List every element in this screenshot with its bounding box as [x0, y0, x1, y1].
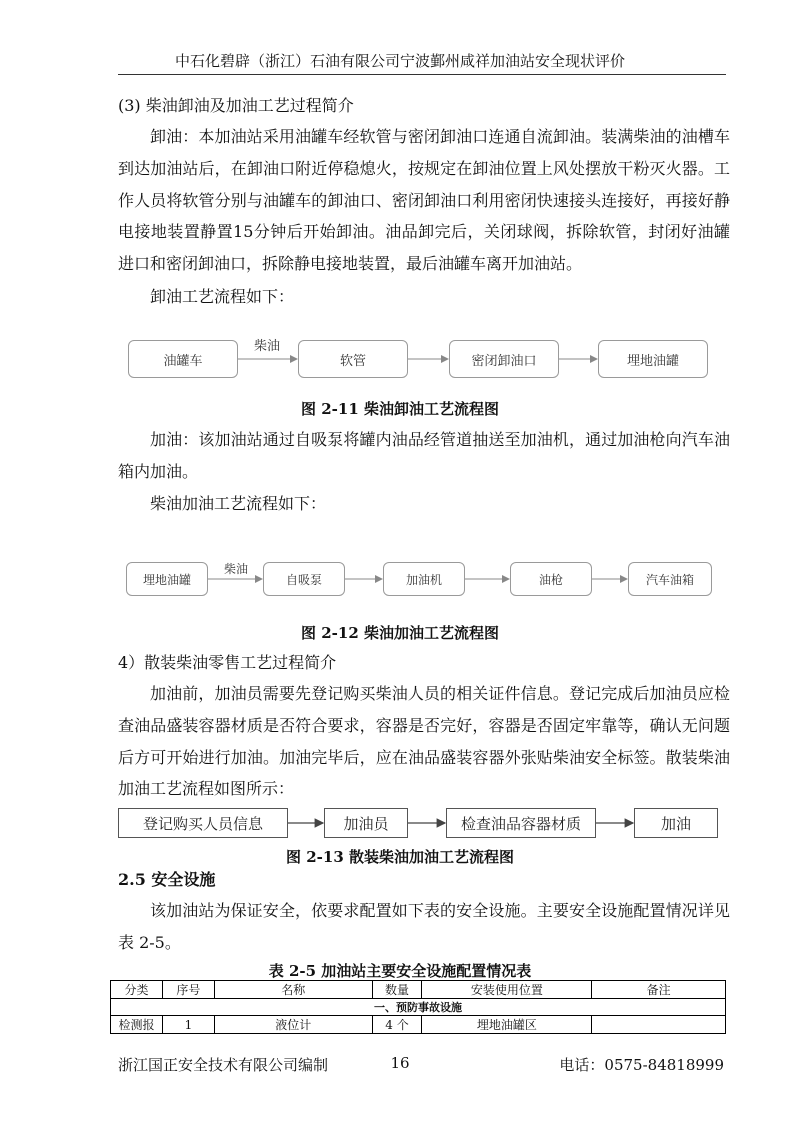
node-fuel-dispenser: 加油机: [383, 562, 465, 596]
node-check-container: 检查油品容器材质: [446, 808, 596, 838]
edge-label-diesel: 柴油: [254, 339, 281, 354]
node-self-priming-pump: 自吸泵: [263, 562, 345, 596]
cell-serial: 1: [162, 1016, 214, 1034]
unload-flow-intro: 卸油工艺流程如下：: [150, 287, 295, 306]
figure-2-11-caption: 图 2-11 柴油卸油工艺流程图: [301, 400, 499, 418]
figure-2-12-caption: 图 2-12 柴油加油工艺流程图: [301, 624, 499, 642]
col-header-location: 安装使用位置: [422, 981, 592, 999]
node-oil-truck: 油罐车: [128, 340, 238, 378]
col-header-remarks: 备注: [592, 981, 726, 999]
node-attendant: 加油员: [324, 808, 408, 838]
table-2-5-caption: 表 2-5 加油站主要安全设施配置情况表: [268, 962, 532, 980]
col-header-name: 名称: [214, 981, 372, 999]
node-hose: 软管: [298, 340, 408, 378]
page-number: 16: [390, 1054, 410, 1072]
refuel-paragraph: 加油：该加油站通过自吸泵将罐内油品经管道抽送至加油机，通过加油枪向汽车油箱内加油。: [118, 430, 730, 481]
node-underground-tank: 埋地油罐: [126, 562, 208, 596]
page-header-title: 中石化碧辟（浙江）石油有限公司宁波鄞州咸祥加油站安全现状评价: [174, 52, 625, 70]
col-header-serial: 序号: [162, 981, 214, 999]
col-header-quantity: 数量: [372, 981, 422, 999]
edge-label-diesel: 柴油: [224, 562, 249, 576]
footer-company: 浙江国正安全技术有限公司编制: [118, 1056, 329, 1074]
node-refuel: 加油: [634, 808, 718, 838]
table-header-row: [111, 981, 726, 999]
cell-name: 液位计: [214, 1016, 372, 1034]
bulk-diesel-paragraph: 加油前，加油员需要先登记购买柴油人员的相关证件信息。登记完成后加油员应检查油品盛装容器材质是否符合要求，容器是否完好，容器是否固定牢靠等，确认无问题后方可开始进行加油。加油完毕后，应在油品盛装容器外张贴柴油安全标签。散装柴油加油工艺流程如图所示：: [118, 684, 730, 799]
group-accident-prevention: 一、预防事故设施: [111, 999, 726, 1016]
section-4-heading: 4）散装柴油零售工艺过程简介: [118, 653, 337, 672]
safety-facilities-table: [110, 980, 726, 1034]
unload-paragraph: 卸油：本加油站采用油罐车经软管与密闭卸油口连通自流卸油。装满柴油的油槽车到达加油站后，在卸油口附近停稳熄火，按规定在卸油位置上风处摆放干粉灭火器。工作人员将软管分别与油罐车的卸油口、密闭卸油口利用密闭快速接头连接好，再接好静电接地装置静置15分钟后开始卸油。油品卸完后，关闭球阀，拆除软管，封闭好油罐进口和密闭卸油口，拆除静电接地装置，最后油罐车离开加油站。: [118, 127, 730, 274]
node-fuel-nozzle: 油枪: [510, 562, 592, 596]
footer-phone: 电话：0575-84818999: [559, 1056, 724, 1074]
node-underground-tank: 埋地油罐: [598, 340, 708, 378]
safety-facilities-paragraph: 该加油站为保证安全，依要求配置如下表的安全设施。主要安全设施配置情况详见表 2-5。: [118, 901, 730, 952]
section-2-5-heading: 2.5 安全设施: [118, 870, 216, 889]
col-header-category: 分类: [111, 981, 163, 999]
table-group-row: [111, 999, 726, 1016]
cell-location: 埋地油罐区: [422, 1016, 592, 1034]
section-3-heading: (3) 柴油卸油及加油工艺过程简介: [118, 96, 354, 115]
table-row: [111, 1016, 726, 1034]
figure-2-13-caption: 图 2-13 散装柴油加油工艺流程图: [286, 848, 514, 866]
cell-quantity: 4 个: [372, 1016, 422, 1034]
cell-remarks: [592, 1016, 726, 1034]
refuel-flow-intro: 柴油加油工艺流程如下：: [150, 494, 327, 513]
node-register-buyer-info: 登记购买人员信息: [118, 808, 288, 838]
node-car-tank: 汽车油箱: [628, 562, 712, 596]
node-sealed-unload-port: 密闭卸油口: [449, 340, 559, 378]
cell-category: 检测报: [111, 1016, 163, 1034]
